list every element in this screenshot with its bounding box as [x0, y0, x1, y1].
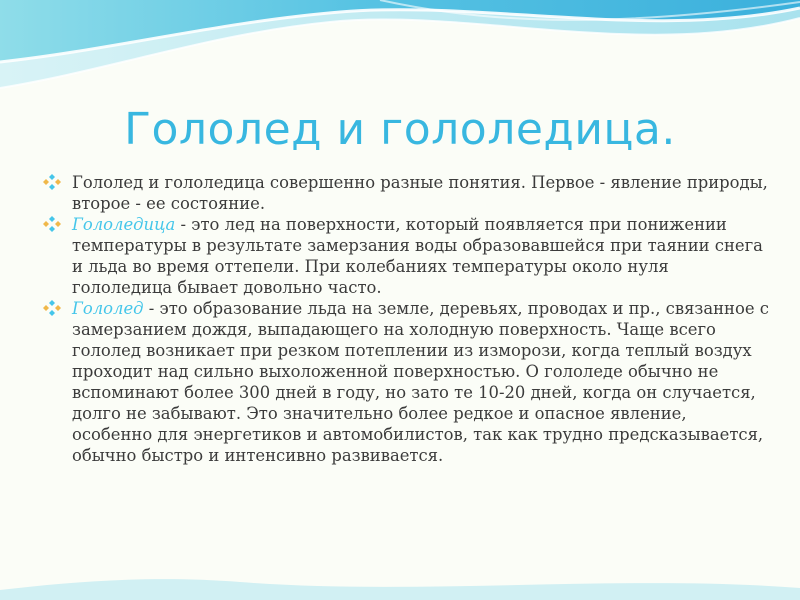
bullet-item-3 [42, 298, 770, 466]
bullet-text: - это лед на поверхности, который появляется при понижении температуры в результате замерзания воды образовавшейся при таянии снега и льда во время оттепели. При колебаниях температуры около нуля гололедица бывает довольно часто. [72, 215, 763, 297]
slide-title: Гололед и гололедица. [124, 104, 676, 155]
bullet-text: - это образование льда на земле, деревьях, проводах и пр., связанное с замерзанием дождя, выпадающего на холодную поверхность. Чаще всего гололед возникает при резком потеплении из изморози, когда теплый воздух проходит над сильно выхоложенной поверхностью. О гололеде обычно не вспоминают более 300 дней в году, но зато те 10-20 дней, когда он случается, долго не забывают. Это значительно более редкое и опасное явление, особенно для энергетиков и автомобилистов, так как трудно предсказывается, обычно быстро и интенсивно развивается. [72, 299, 769, 465]
bullet-list [42, 172, 770, 466]
bullet-item-2 [42, 214, 770, 298]
bullet-term: Гололед [72, 299, 144, 318]
bullet-term: Гололедица [72, 215, 176, 234]
four-diamond-icon [42, 174, 62, 190]
four-diamond-icon [42, 300, 62, 316]
bullet-item-1 [42, 172, 770, 214]
bullet-text: Гололед и гололедица совершенно разные понятия. Первое - явление природы, второе - ее состояние. [72, 173, 768, 213]
four-diamond-icon [42, 216, 62, 232]
